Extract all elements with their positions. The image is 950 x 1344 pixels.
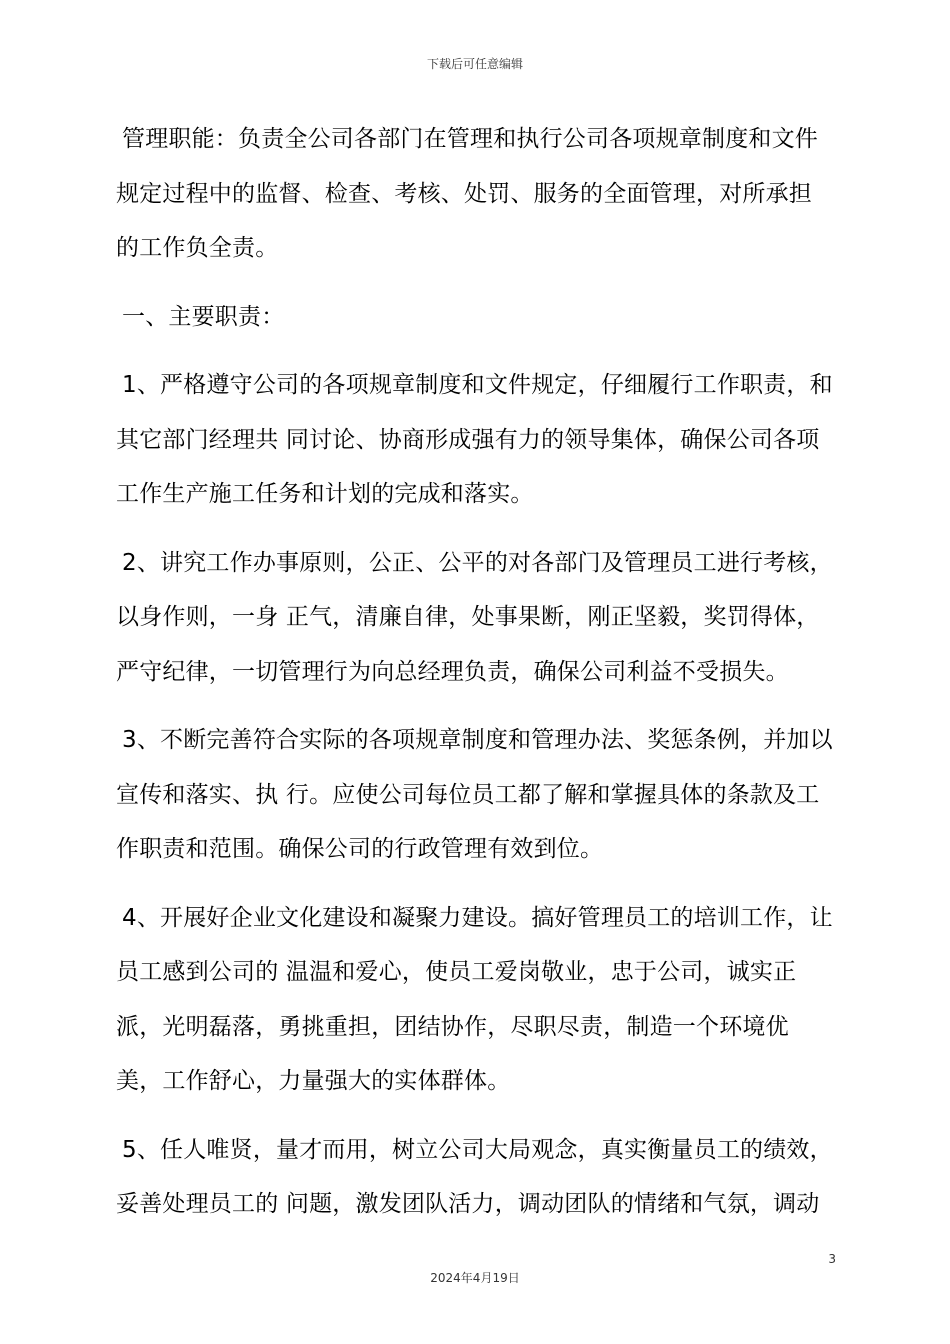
duty-item-2: 2、讲究工作办事原则，公正、公平的对各部门及管理员工进行考核，以身作则，一身 正气，清廉自律，处事果断，刚正坚毅，奖罚得体，严守纪律，一切管理行为向总经理负责，确保公司利益不受损失。 [116, 549, 833, 685]
document-body [116, 112, 834, 1246]
section-heading-main-duties: 一、主要职责： [122, 303, 285, 330]
paragraph-management-function: 管理职能：负责全公司各部门在管理和执行公司各项规章制度和文件规定过程中的监督、检查、考核、处罚、服务的全面管理，对所承担的工作负全责。 [116, 126, 818, 261]
page-footer-date: 2024年4月19日 [430, 1271, 520, 1285]
duty-item-3: 3、不断完善符合实际的各项规章制度和管理办法、奖惩条例，并加以宣传和落实、执 行。应使公司每位员工都了解和掌握具体的条款及工作职责和范围。确保公司的行政管理有效到位。 [116, 727, 833, 862]
page-number: 3 [828, 1252, 836, 1266]
duty-item-1: 1、严格遵守公司的各项规章制度和文件规定，仔细履行工作职责，和其它部门经理共 同讨论、协商形成强有力的领导集体，确保公司各项工作生产施工任务和计划的完成和落实。 [116, 372, 833, 507]
page-header: 下载后可任意编辑 [426, 57, 523, 71]
duty-item-4: 4、开展好企业文化建设和凝聚力建设。搞好管理员工的培训工作，让员工感到公司的 温温和爱心，使员工爱岗敬业，忠于公司，诚实正派，光明磊落，勇挑重担，团结协作，尽职尽责，制造一个环境优美，工作舒心，力量强大的实体群体。 [116, 904, 833, 1094]
duty-item-5: 5、任人唯贤，量才而用，树立公司大局观念，真实衡量员工的绩效，妥善处理员工的 问题，激发团队活力，调动团队的情绪和气氛，调动 [116, 1136, 833, 1217]
